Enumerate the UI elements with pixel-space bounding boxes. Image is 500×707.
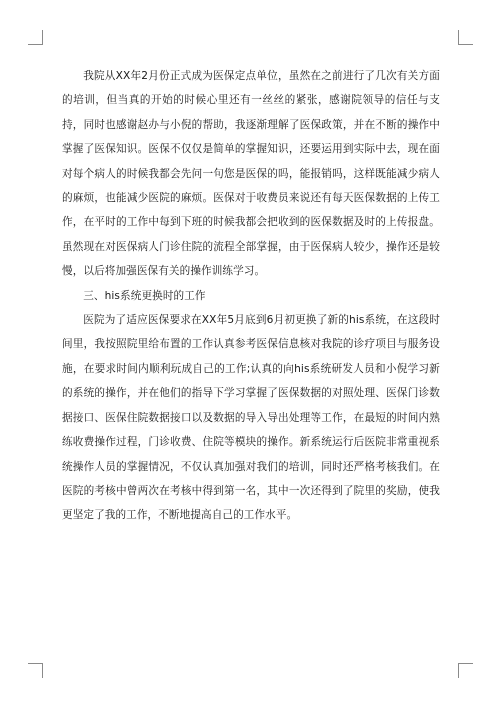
crop-mark-top-right: [458, 30, 473, 45]
crop-mark-bottom-right: [458, 663, 473, 678]
section-heading-his-system: 三、his系统更换时的工作: [83, 289, 206, 302]
document-body: [62, 64, 440, 528]
paragraph-his-system: 医院为了适应医保要求在XX年5月底到6月初更换了新的his系统，在这段时间里，我按照院里给布置的工作认真参考医保信息核对我院的诊疗项目与服务设施，在要求时间内顺利玩成自己的工作;认真的向his系统研发人员和小倪学习新的系统的操作，并在他们的指导下学习掌握了医保数据的对照处理、医保门诊数据接口、医保住院数据接口以及数据的导入导出处理等工作，在最短的时间内熟练收费操作过程，门诊收费、住院等模块的操作。新系统运行后医院非常重视系统操作人员的掌握情况，不仅认真加强对我们的培训，同时还严格考核我们。在医院的考核中曾两次在考核中得到第一名，其中一次还得到了院里的奖励，使我更坚定了我的工作，不断地提高自己的工作水平。: [62, 314, 440, 522]
crop-mark-top-left: [28, 30, 43, 45]
crop-mark-bottom-left: [28, 663, 43, 678]
paragraph-medical-insurance: 我院从XX年2月份正式成为医保定点单位，虽然在之前进行了几次有关方面的培训，但当真的开始的时候心里还有一丝丝的紧张，感谢院领导的信任与支持，同时也感谢赵办与小倪的帮助，我逐渐理解了医保政策，并在不断的操作中掌握了医保知识。医保不仅仅是简单的掌握知识，还要运用到实际中去，现在面对每个病人的时候我都会先问一句您是医保的吗，能报销吗，这样既能减少病人的麻烦，也能减少医院的麻烦。医保对于收费员来说还有每天医保数据的上传工作，在平时的工作中每到下班的时候我都会把收到的医保数据及时的上传报盘。虽然现在对医保病人门诊住院的流程全部掌握，由于医保病人较少，操作还是较慢，以后将加强医保有关的操作训练学习。: [62, 70, 440, 278]
